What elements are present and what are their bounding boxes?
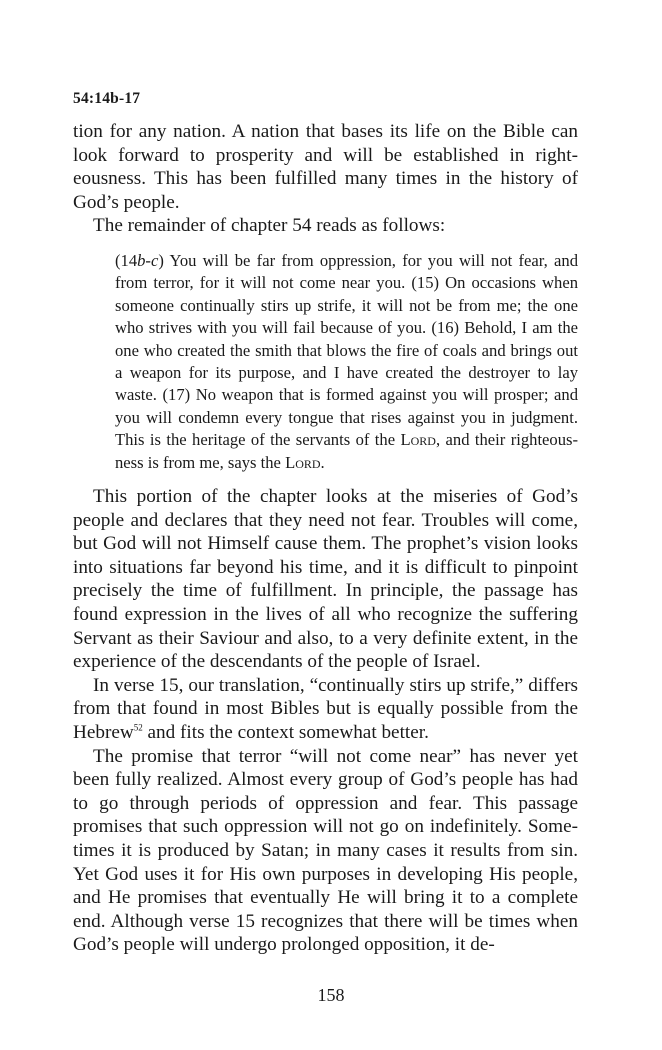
quote-text-b: , and their righteousness is from me, says the [115, 430, 579, 472]
main-text [73, 120, 578, 957]
verse-ref-italic: b-c [137, 250, 159, 270]
paragraph-verse-15 [73, 674, 578, 745]
scripture-quote [115, 250, 578, 474]
paragraph-promise: The promise that terror “will not come near” has never yet been fully realized. Almost every group of God’s people has had to go through periods of oppression and fear. This passage promises that such oppression will not go on indefinitely. Sometimes it is produced by Satan; in many cases it results from sin. Yet God uses it for His own purposes in developing His people, and He promises that eventually He will bring it to a complete end. Although verse 15 recognizes that there will be times when God’s people will undergo prolonged opposition, it de- [73, 745, 578, 956]
quote-text-a: You will be far from oppression, for you will not fear, and from terror, for it will not come near you. (15) On occasions when someone continually stirs up strife, it will not be from me; the one who strives with you will fail because of you. (16) Behold, I am the one who created the smith that blows the fire of coals and brings out a weapon for its purpose, and I have created the destroyer to lay waste. (17) No weapon that is formed against you will prosper; and you will condemn every tongue that rises against you in judgment. This is the heritage of the servants of the [115, 250, 578, 450]
page-number: 158 [317, 985, 345, 1005]
paragraph-continued: tion for any nation. A nation that bases its life on the Bible can look forward to prosperity and will be established in righteousness. This has been fulfilled many times in the history of God’s people. [73, 121, 578, 213]
running-head: 54:14b-17 [73, 90, 141, 107]
scripture-quote-text [115, 250, 578, 474]
paragraph-verse-15-text-a: In verse 15, our translation, “continually stirs up strife,” differs from that found in most Bibles but is equally possible from the Hebrew [73, 674, 578, 743]
paragraph-intro-quote: The remainder of chapter 54 reads as follows: [93, 215, 446, 237]
verse-close-paren: ) [158, 250, 164, 270]
quote-text-c: . [320, 452, 325, 472]
paragraph-verse-15-text-b: and fits the context somewhat better. [142, 721, 429, 743]
verse-open-paren: (14 [115, 250, 138, 270]
lord-small-caps: Lord [400, 430, 436, 450]
footnote-marker: 52 [133, 722, 143, 733]
paragraph-miseries: This portion of the chapter looks at the miseries of God’s people and declares that they need not fear. Troubles will come, but God will not Himself cause them. The prophet’s vision looks into situations far beyond his time, and it is difficult to pinpoint precisely the time of fulfillment. In principle, the passage has found expression in the lives of all who recognize the suffering Servant as their Saviour and also, to a very definite extent, in the experience of the descendants of the people of Israel. [73, 486, 578, 673]
lord-small-caps: Lord [285, 452, 321, 472]
